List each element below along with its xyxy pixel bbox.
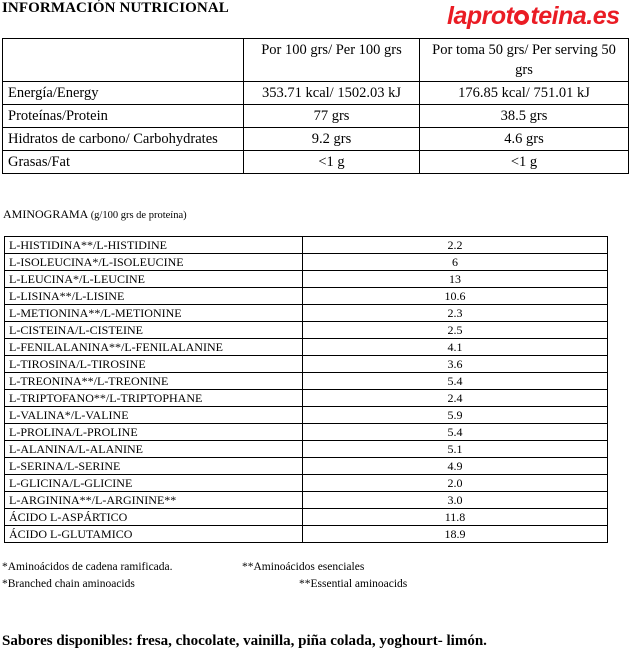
aminogram-row (5, 424, 608, 441)
amino-name: L-HISTIDINA**/L-HISTIDINE (5, 237, 303, 254)
amino-value: 2.2 (303, 237, 608, 254)
aminogram-row (5, 271, 608, 288)
aminogram-row (5, 458, 608, 475)
aminogram-table (4, 236, 608, 543)
note-branched-es: *Aminoácidos de cadena ramificada. (2, 561, 173, 573)
amino-name: L-GLICINA/L-GLICINE (5, 475, 303, 492)
amino-name: L-LISINA**/L-LISINE (5, 288, 303, 305)
aminogram-row (5, 390, 608, 407)
amino-value: 2.3 (303, 305, 608, 322)
amino-value: 5.4 (303, 424, 608, 441)
aminogram-row (5, 492, 608, 509)
amino-name: L-SERINA/L-SERINE (5, 458, 303, 475)
nutrition-per100: <1 g (244, 151, 420, 174)
amino-value: 4.1 (303, 339, 608, 356)
amino-name: ÁCIDO L-GLUTAMICO (5, 526, 303, 543)
nutrition-serving: 4.6 grs (420, 128, 629, 151)
nutrition-per100: 9.2 grs (244, 128, 420, 151)
amino-name: L-TIROSINA/L-TIROSINE (5, 356, 303, 373)
nutrition-row (3, 82, 629, 105)
nutrition-header-serving: Por toma 50 grs/ Per serving 50 grs (420, 39, 629, 82)
amino-name: L-FENILALANINA**/L-FENILALANINE (5, 339, 303, 356)
nutrition-serving: 176.85 kcal/ 751.01 kJ (420, 82, 629, 105)
amino-name: L-LEUCINA*/L-LEUCINE (5, 271, 303, 288)
aminogram-row (5, 356, 608, 373)
nutrition-row (3, 151, 629, 174)
logo-o-icon (514, 10, 529, 25)
page-title: INFORMACIÓN NUTRICIONAL (2, 0, 229, 16)
amino-value: 2.5 (303, 322, 608, 339)
amino-value: 5.9 (303, 407, 608, 424)
amino-name: L-TRIPTOFANO**/L-TRIPTOPHANE (5, 390, 303, 407)
amino-value: 13 (303, 271, 608, 288)
aminogram-row (5, 441, 608, 458)
amino-name: L-ARGININA**/L-ARGININE** (5, 492, 303, 509)
amino-name: L-ALANINA/L-ALANINE (5, 441, 303, 458)
note-essential-en: **Essential aminoacids (299, 578, 408, 590)
nutrition-serving: 38.5 grs (420, 105, 629, 128)
amino-name: L-ISOLEUCINA*/L-ISOLEUCINE (5, 254, 303, 271)
amino-value: 4.9 (303, 458, 608, 475)
amino-value: 10.6 (303, 288, 608, 305)
amino-name: L-TREONINA**/L-TREONINE (5, 373, 303, 390)
aminogram-row (5, 339, 608, 356)
aminogram-row (5, 254, 608, 271)
aminogram-row (5, 237, 608, 254)
amino-value: 5.1 (303, 441, 608, 458)
aminogram-row (5, 475, 608, 492)
nutrition-header-empty (3, 39, 244, 82)
aminogram-row (5, 288, 608, 305)
aminogram-subtitle: (g/100 grs de proteína) (90, 210, 187, 221)
aminogram-row (5, 526, 608, 543)
nutrition-label: Hidratos de carbono/ Carbohydrates (3, 128, 244, 151)
nutrition-serving: <1 g (420, 151, 629, 174)
aminogram-row (5, 373, 608, 390)
amino-name: L-CISTEINA/L-CISTEINE (5, 322, 303, 339)
note-essential-es: **Aminoácidos esenciales (242, 561, 365, 573)
nutrition-label: Energía/Energy (3, 82, 244, 105)
note-branched-en: *Branched chain aminoacids (2, 578, 135, 590)
nutrition-table (2, 38, 629, 174)
amino-name: ÁCIDO L-ASPÁRTICO (5, 509, 303, 526)
brand-logo (447, 2, 620, 31)
amino-value: 3.0 (303, 492, 608, 509)
amino-value: 5.4 (303, 373, 608, 390)
nutrition-label: Grasas/Fat (3, 151, 244, 174)
amino-value: 18.9 (303, 526, 608, 543)
amino-name: L-VALINA*/L-VALINE (5, 407, 303, 424)
amino-name: L-METIONINA**/L-METIONINE (5, 305, 303, 322)
nutrition-row (3, 105, 629, 128)
aminogram-row (5, 509, 608, 526)
aminogram-title-text: AMINOGRAMA (3, 207, 88, 221)
amino-value: 2.0 (303, 475, 608, 492)
available-flavors: Sabores disponibles: fresa, chocolate, vainilla, piña colada, yoghourt- limón. (2, 633, 487, 649)
aminogram-row (5, 305, 608, 322)
amino-value: 6 (303, 254, 608, 271)
nutrition-row (3, 128, 629, 151)
amino-name: L-PROLINA/L-PROLINE (5, 424, 303, 441)
aminogram-row (5, 407, 608, 424)
nutrition-label: Proteínas/Protein (3, 105, 244, 128)
amino-value: 3.6 (303, 356, 608, 373)
logo-text-end: teina.es (530, 2, 620, 30)
nutrition-header-per100: Por 100 grs/ Per 100 grs (244, 39, 420, 82)
amino-value: 2.4 (303, 390, 608, 407)
nutrition-header-row (3, 39, 629, 82)
nutrition-per100: 353.71 kcal/ 1502.03 kJ (244, 82, 420, 105)
amino-value: 11.8 (303, 509, 608, 526)
aminogram-row (5, 322, 608, 339)
nutrition-per100: 77 grs (244, 105, 420, 128)
aminogram-title (3, 207, 187, 222)
logo-text-start: laprot (447, 2, 514, 30)
